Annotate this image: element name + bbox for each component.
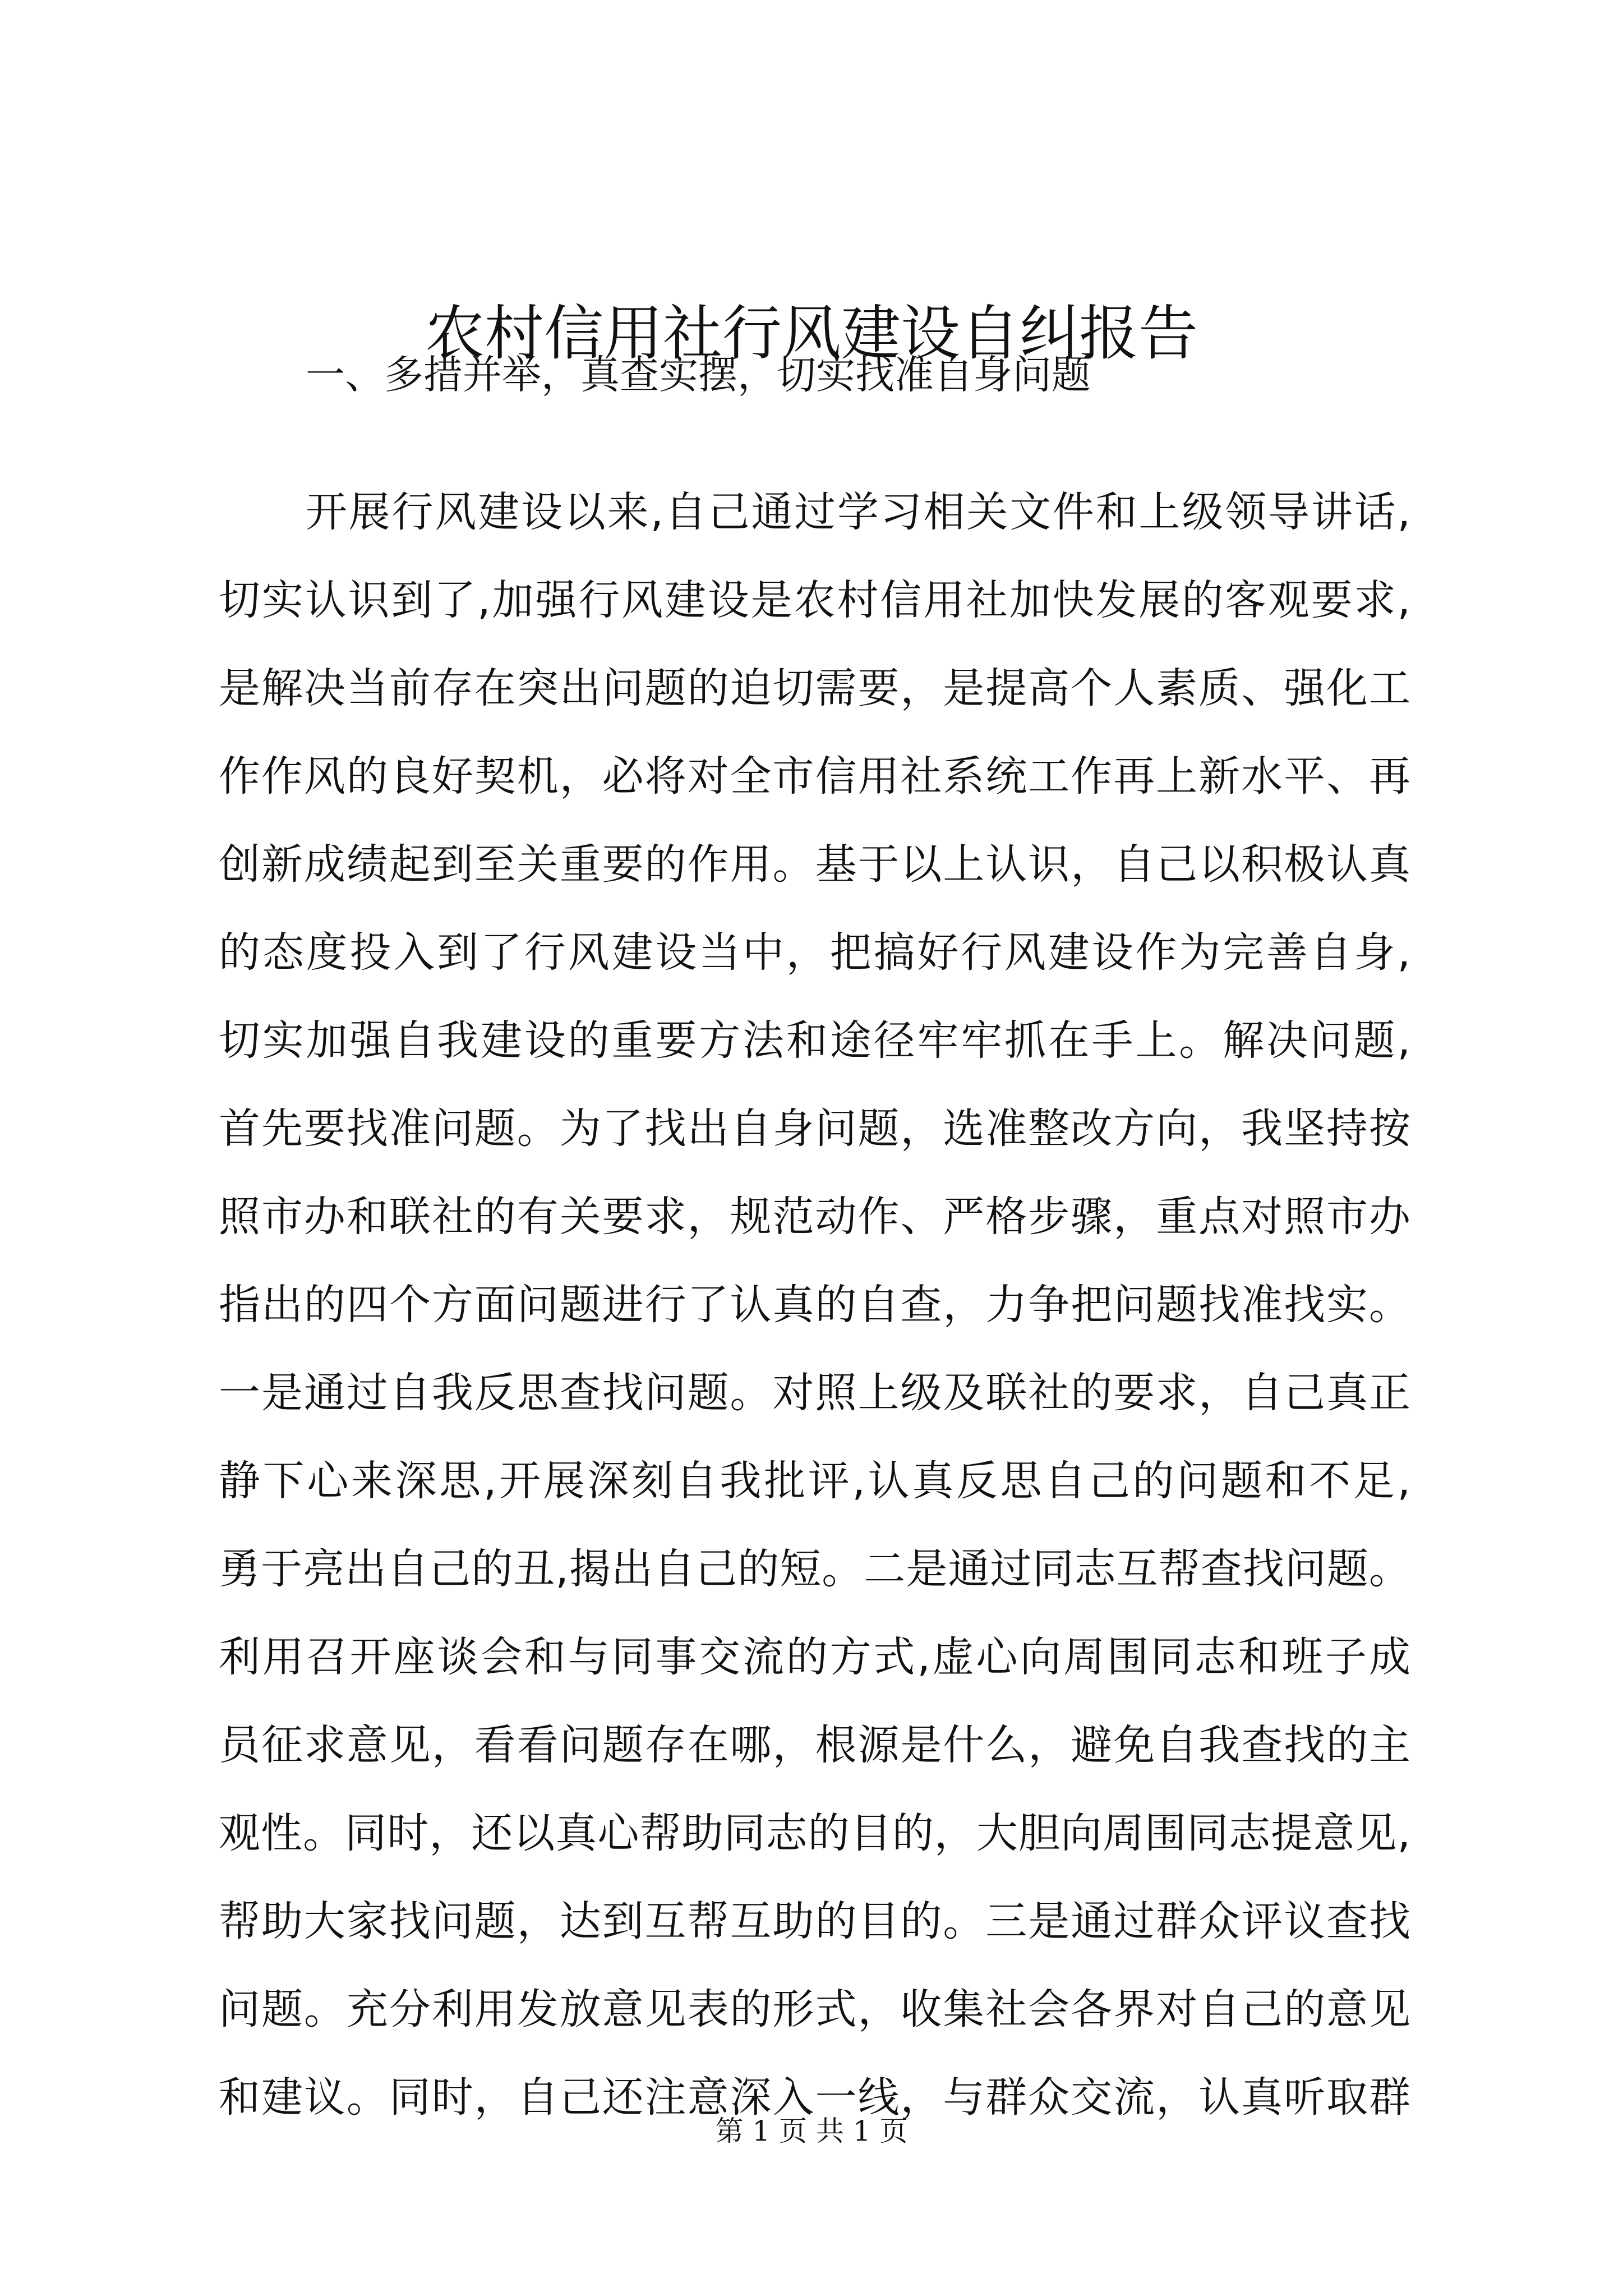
page-footer: 第 1 页 共 1 页 xyxy=(715,2115,908,2147)
section-heading: 一、多措并举，真查实摆，切实找准自身问题 xyxy=(306,352,1091,398)
paragraph-line: 是解决当前存在突出问题的迫切需要，是提高个人素质、强化工 xyxy=(219,664,1410,712)
paragraph-line: 一是通过自我反思查找问题。对照上级及联社的要求，自己真正 xyxy=(219,1369,1410,1417)
paragraph-line: 观性。同时，还以真心帮助同志的目的，大胆向周围同志提意见, xyxy=(219,1809,1410,1857)
paragraph-line: 的态度投入到了行风建设当中，把搞好行风建设作为完善自身, xyxy=(219,928,1410,977)
document-title: 农村信用社行风建设自纠报告 xyxy=(425,299,1198,368)
paragraph-line: 创新成绩起到至关重要的作用。基于以上认识，自己以积极认真 xyxy=(219,840,1410,889)
paragraph-line: 照市办和联社的有关要求，规范动作、严格步骤，重点对照市办 xyxy=(219,1193,1410,1241)
paragraph-line: 切实认识到了,加强行风建设是农村信用社加快发展的客观要求, xyxy=(219,576,1410,624)
paragraph-line: 和建议。同时，自己还注意深入一线，与群众交流，认真听取群 xyxy=(219,2073,1410,2122)
paragraph-line: 员征求意见，看看问题存在哪，根源是什么，避免自我查找的主 xyxy=(219,1721,1410,1769)
paragraph-line: 问题。充分利用发放意见表的形式，收集社会各界对自己的意见 xyxy=(219,1985,1410,2033)
paragraph-line: 静下心来深思,开展深刻自我批评,认真反思自己的问题和不足, xyxy=(219,1457,1410,1505)
paragraph-line: 开展行风建设以来,自己通过学习相关文件和上级领导讲话, xyxy=(306,488,1410,536)
paragraph-line: 勇于亮出自己的丑,揭出自己的短。二是通过同志互帮查找问题。 xyxy=(219,1545,1410,1593)
paragraph-line: 帮助大家找问题，达到互帮互助的目的。三是通过群众评议查找 xyxy=(219,1897,1410,1945)
paragraph-line: 首先要找准问题。为了找出自身问题，选准整改方向，我坚持按 xyxy=(219,1105,1410,1153)
body-paragraph xyxy=(219,468,1410,2142)
paragraph-line: 指出的四个方面问题进行了认真的自查，力争把问题找准找实。 xyxy=(219,1281,1410,1329)
paragraph-line: 作作风的良好契机，必将对全市信用社系统工作再上新水平、再 xyxy=(219,752,1410,800)
paragraph-line: 切实加强自我建设的重要方法和途径牢牢抓在手上。解决问题, xyxy=(219,1016,1410,1065)
paragraph-line: 利用召开座谈会和与同事交流的方式,虚心向周围同志和班子成 xyxy=(219,1633,1410,1681)
